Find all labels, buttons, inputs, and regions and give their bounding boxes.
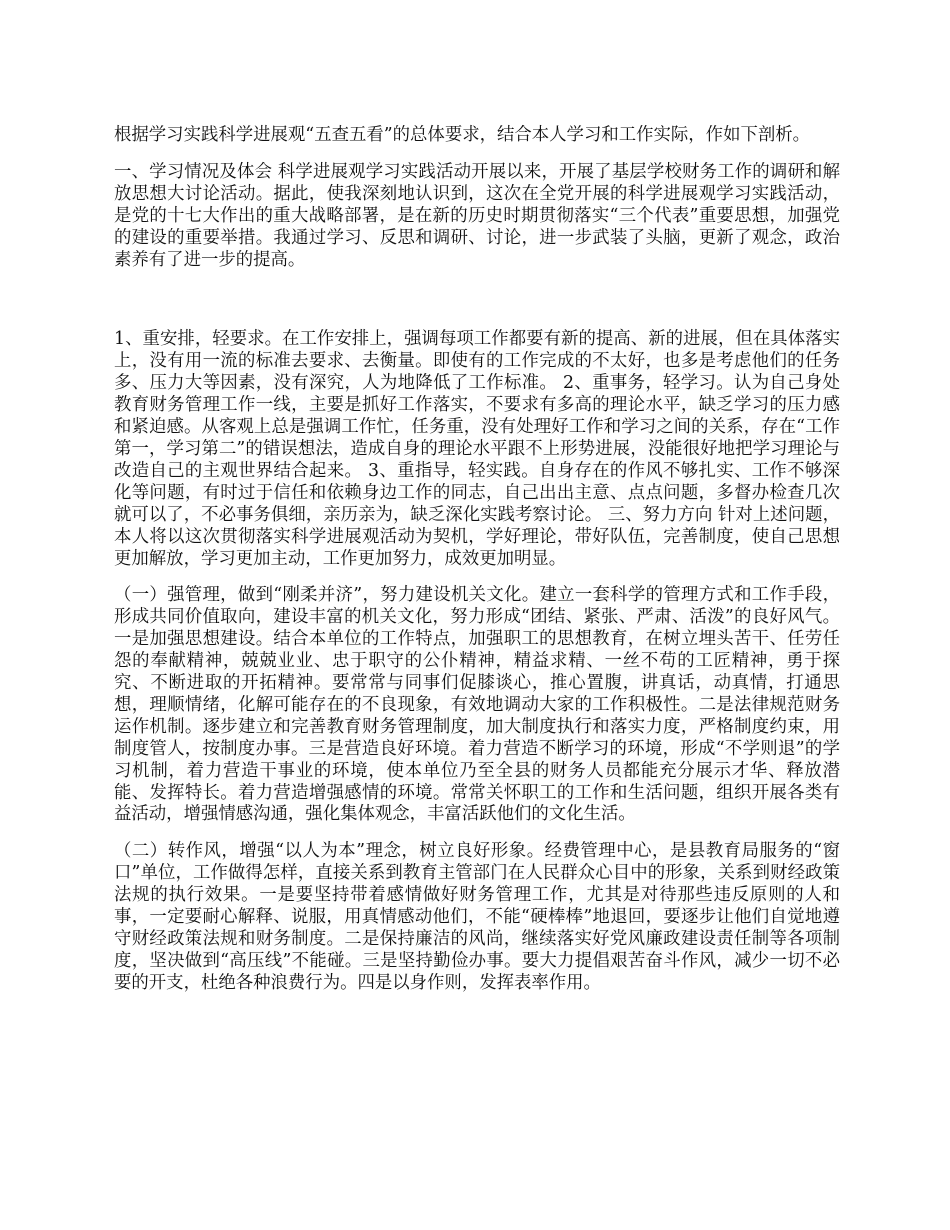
blank-gap: [114, 286, 840, 329]
problems-paragraph: 1、重安排，轻要求。在工作安排上，强调每项工作都要有新的提高、新的进展，但在具体落实上，没有用一流的标准去要求、去衡量。即使有的工作完成的不太好，也多是考虑他们的任务多、压力大等因素，没有深究，人为地降低了工作标准。 2、重事务，轻学习。认为自己身处教育财务管理工作一线，主要是抓好工作落实，不要求有多高的理论水平，缺乏学习的压力感和紧迫感。从客观上总是强调工作忙，任务重，没有处理好工作和学习之间的关系，存在“工作第一，学习第二”的错误想法，造成自身的理论水平跟不上形势进展，没能很好地把学习理论与改造自己的主观世界结合起来。 3、重指导，轻实践。自身存在的作风不够扎实、工作不够深化等问题，有时过于信任和依赖身边工作的同志，自己出出主意、点点问题，多督办检查几次就可以了，不必事务俱细，亲历亲为，缺乏深化实践考察讨论。 三、努力方向 针对上述问题，本人将以这次贯彻落实科学进展观活动为契机，学好理论，带好队伍，完善制度，使自己思想更加解放，学习更加主动，工作更加努力，成效更加明显。: [114, 329, 840, 569]
management-paragraph: （一）强管理，做到“刚柔并济”，努力建设机关文化。建立一套科学的管理方式和工作手段，形成共同价值取向，建设丰富的机关文化，努力形成“团结、紧张、严肃、活泼”的良好风气。一是加强思想建设。结合本单位的工作特点，加强职工的思想教育，在树立埋头苦干、任劳任怨的奉献精神，兢兢业业、忠于职守的公仆精神，精益求精、一丝不苟的工匠精神，勇于探究、不断进取的开拓精神。要常常与同事们促膝谈心，推心置腹，讲真话，动真情，打通思想，理顺情绪，化解可能存在的不良现象，有效地调动大家的工作积极性。二是法律规范财务运作机制。逐步建立和完善教育财务管理制度，加大制度执行和落实力度，严格制度约束，用制度管人，按制度办事。三是营造良好环境。着力营造不断学习的环境，形成“不学则退”的学习机制，着力营造干事业的环境，使本单位乃至全县的财务人员都能充分展示才华、释放潜能、发挥特长。着力营造增强感情的环境。常常关怀职工的工作和生活问题，组织开展各类有益活动，增强情感沟通，强化集体观念，丰富活跃他们的文化生活。: [114, 585, 840, 825]
intro-paragraph: 根据学习实践科学进展观“五查五看”的总体要求，结合本人学习和工作实际，作如下剖析。: [114, 125, 811, 145]
work-style-paragraph: （二）转作风，增强“以人为本”理念，树立良好形象。经费管理中心，是县教育局服务的“窗口”单位，工作做得怎样，直接关系到教育主管部门在人民群众心目中的形象，关系到财经政策法规的执行效果。一是要坚持带着感情做好财务管理工作，尤其是对待那些违反原则的人和事，一定要耐心解释、说服，用真情感动他们，不能“硬棒棒”地退回，要逐步让他们自觉地遵守财经政策法规和财务制度。二是保持廉洁的风尚，继续落实好党风廉政建设责任制等各项制度，坚决做到“高压线”不能碰。三是坚持勤俭办事。要大力提倡艰苦奋斗作风，减少一切不必要的开支，杜绝各种浪费行为。四是以身作则，发挥表率作用。: [114, 841, 840, 993]
section-one-paragraph: 一、学习情况及体会 科学进展观学习实践活动开展以来，开展了基层学校财务工作的调研和解放思想大讨论活动。据此，使我深刻地认识到，这次在全党开展的科学进展观学习实践活动，是党的十七大作出的重大战略部署，是在新的历史时期贯彻落实“三个代表”重要思想，加强党的建设的重要举措。我通过学习、反思和调研、讨论，进一步武装了头脑，更新了观念，政治素养有了进一步的提高。: [114, 161, 840, 270]
document-body: [114, 125, 840, 1010]
